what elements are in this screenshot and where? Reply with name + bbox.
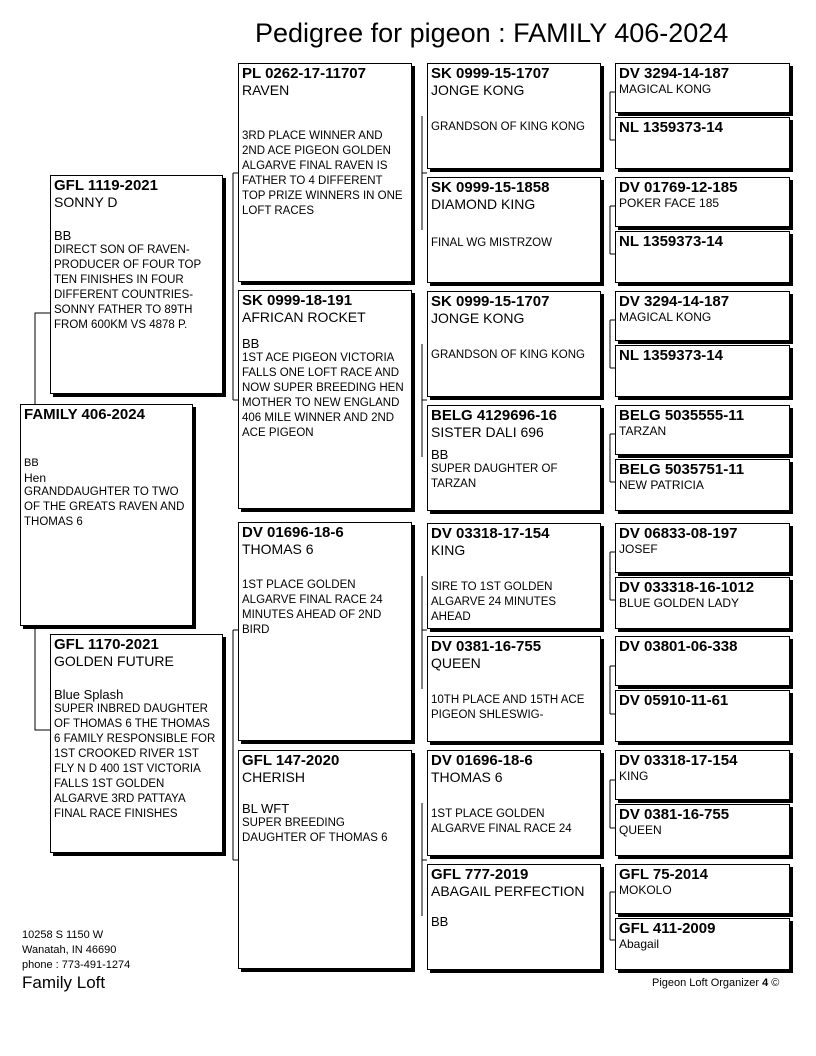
pigeon-name: MAGICAL KONG	[619, 82, 712, 96]
pigeon-sex: Hen	[24, 471, 47, 485]
gggparent-card-5[interactable]	[615, 291, 790, 341]
pigeon-ring-number: DV 03318-17-154	[619, 752, 738, 769]
pigeon-notes: 10TH PLACE AND 15TH ACE PIGEON SHLESWIG-	[431, 694, 585, 721]
pigeon-notes: SUPER INBRED DAUGHTER OF THOMAS 6 THE THOMAS 6 FAMILY RESPONSIBLE FOR 1ST CROOKED RIVER 1ST FLY N D 400 1ST VICTORIA FALLS 1ST GOLDEN ALGARVE 3RD PATTAYA FINAL RACE FINISHES	[54, 703, 216, 820]
pigeon-ring-number: DV 033318-16-1012	[619, 579, 755, 596]
pigeon-color: BB	[431, 914, 449, 929]
gggparent-card-3[interactable]	[615, 177, 790, 227]
pigeon-ring-number: GFL 1170-2021	[54, 636, 159, 653]
pigeon-notes: 1ST PLACE GOLDEN ALGARVE FINAL RACE 24	[431, 808, 572, 835]
pigeon-ring-number: GFL 777-2019	[431, 866, 529, 883]
granddam-maternal-card[interactable]	[238, 750, 412, 969]
pigeon-name: ABAGAIL PERFECTION	[431, 883, 585, 899]
pigeon-ring-number: NL 1359373-14	[619, 119, 723, 136]
gggparent-card-15[interactable]	[615, 864, 790, 914]
pigeon-name: SISTER DALI 696	[431, 424, 544, 440]
pigeon-ring-number: SK 0999-15-1707	[431, 293, 550, 310]
ggparent-card-8[interactable]	[427, 864, 601, 970]
pigeon-notes: SUPER BREEDING DAUGHTER OF THOMAS 6	[242, 817, 388, 844]
pigeon-ring-number: GFL 411-2009	[619, 920, 716, 937]
pigeon-name: BLUE GOLDEN LADY	[619, 596, 740, 610]
pigeon-name: TARZAN	[619, 424, 667, 438]
gggparent-card-10[interactable]	[615, 577, 790, 629]
pigeon-name: MOKOLO	[619, 883, 672, 897]
gggparent-card-7[interactable]	[615, 405, 790, 455]
pigeon-ring-number: GFL 75-2014	[619, 866, 708, 883]
gggparent-card-13[interactable]	[615, 750, 790, 800]
pigeon-name: RAVEN	[242, 82, 290, 98]
gggparent-card-9[interactable]	[615, 523, 790, 573]
pigeon-notes: SUPER DAUGHTER OF TARZAN	[431, 463, 558, 490]
address-line-2: Wanatah, IN 46690	[22, 944, 117, 956]
pigeon-name: QUEEN	[431, 655, 481, 671]
pigeon-name: KING	[619, 769, 649, 783]
pigeon-ring-number: BELG 5035555-11	[619, 407, 745, 424]
gggparent-card-12[interactable]	[615, 690, 790, 742]
loft-name: Family Loft	[22, 973, 106, 992]
address-line-1: 10258 S 1150 W	[22, 929, 104, 941]
ggparent-card-1[interactable]	[427, 63, 601, 169]
dam-card[interactable]	[50, 634, 223, 853]
gggparent-card-8[interactable]	[615, 459, 790, 511]
ggparent-card-7[interactable]	[427, 750, 601, 856]
pigeon-name: NEW PATRICIA	[619, 478, 704, 492]
gggparent-card-4[interactable]	[615, 231, 790, 283]
pigeon-ring-number: DV 3294-14-187	[619, 293, 730, 310]
pigeon-ring-number: DV 0381-16-755	[619, 806, 730, 823]
ggparent-card-2[interactable]	[427, 177, 601, 283]
pigeon-notes: GRANDSON OF KING KONG	[431, 121, 585, 133]
gggparent-card-1[interactable]	[615, 63, 790, 113]
granddam-paternal-card[interactable]	[238, 290, 412, 509]
pigeon-ring-number: DV 3294-14-187	[619, 65, 730, 82]
pigeon-name: Abagail	[619, 937, 660, 951]
pigeon-ring-number: GFL 1119-2021	[54, 177, 158, 194]
grandsire-paternal-card[interactable]	[238, 63, 412, 282]
pigeon-notes: SIRE TO 1ST GOLDEN ALGARVE 24 MINUTES AHEAD	[431, 581, 557, 623]
ggparent-card-3[interactable]	[427, 291, 601, 397]
pigeon-ring-number: BELG 5035751-11	[619, 461, 745, 478]
pigeon-notes: DIRECT SON OF RAVEN- PRODUCER OF FOUR TOP TEN FINISHES IN FOUR DIFFERENT COUNTRIES- SONNY FATHER TO 89TH FROM 600KM VS 4878 P.	[54, 244, 201, 331]
pigeon-ring-number: NL 1359373-14	[619, 233, 723, 250]
pigeon-name: JONGE KONG	[431, 310, 525, 326]
pigeon-name: KING	[431, 542, 466, 558]
pigeon-notes: GRANDDAUGHTER TO TWO OF THE GREATS RAVEN AND THOMAS 6	[24, 486, 185, 528]
pigeon-name: SONNY D	[54, 194, 118, 210]
pigeon-color: BB	[242, 336, 260, 351]
gggparent-card-16[interactable]	[615, 918, 790, 970]
pigeon-ring-number: PL 0262-17-11707	[242, 65, 366, 82]
gggparent-card-14[interactable]	[615, 804, 790, 856]
gggparent-card-6[interactable]	[615, 345, 790, 397]
pigeon-color: BB	[431, 447, 449, 462]
copyright-symbol: ©	[771, 977, 780, 989]
pigeon-notes: 1ST PLACE GOLDEN ALGARVE FINAL RACE 24 MINUTES AHEAD OF 2ND BIRD	[242, 579, 383, 636]
pigeon-ring-number: DV 03801-06-338	[619, 638, 738, 655]
gggparent-card-11[interactable]	[615, 636, 790, 686]
page-title: Pedigree for pigeon : FAMILY 406-2024	[255, 18, 729, 48]
pigeon-ring-number: DV 05910-11-61	[619, 692, 729, 709]
loft-address	[22, 928, 130, 973]
pigeon-name: CHERISH	[242, 769, 306, 785]
subject-pigeon-card[interactable]	[20, 404, 193, 626]
gggparent-card-2[interactable]	[615, 117, 790, 169]
pigeon-ring-number: DV 03318-17-154	[431, 525, 550, 542]
pigeon-name: GOLDEN FUTURE	[54, 653, 174, 669]
pigeon-ring-number: GFL 147-2020	[242, 752, 340, 769]
pigeon-notes: 3RD PLACE WINNER AND 2ND ACE PIGEON GOLDEN ALGARVE FINAL RAVEN IS FATHER TO 4 DIFFERENT TOP PRIZE WINNERS IN ONE LOFT RACES	[242, 130, 403, 217]
pigeon-name: POKER FACE 185	[619, 196, 720, 210]
sire-card[interactable]	[50, 175, 223, 394]
pigeon-notes: FINAL WG MISTRZOW	[431, 237, 552, 249]
pigeon-notes: GRANDSON OF KING KONG	[431, 349, 585, 361]
phone-number: phone : 773-491-1274	[22, 959, 131, 971]
grandsire-maternal-card[interactable]	[238, 522, 412, 741]
pigeon-name: MAGICAL KONG	[619, 310, 712, 324]
pigeon-color: BB	[24, 457, 39, 469]
pigeon-ring-number: DV 01769-12-185	[619, 179, 738, 196]
pigeon-ring-number: DV 01696-18-6	[431, 752, 533, 769]
pigeon-ring-number: DV 0381-16-755	[431, 638, 542, 655]
program-credit	[652, 977, 779, 989]
pigeon-color: BB	[54, 228, 72, 243]
program-name: Pigeon Loft Organizer	[652, 977, 760, 989]
pigeon-ring-number: DV 01696-18-6	[242, 524, 344, 541]
pigeon-name: THOMAS 6	[242, 541, 314, 557]
pigeon-name: QUEEN	[619, 823, 662, 837]
pigeon-name: JONGE KONG	[431, 82, 525, 98]
pigeon-name: JOSEF	[619, 542, 658, 556]
pigeon-name: AFRICAN ROCKET	[242, 309, 366, 325]
pigeon-ring-number: SK 0999-15-1707	[431, 65, 550, 82]
pigeon-ring-number: NL 1359373-14	[619, 347, 723, 364]
pigeon-color: Blue Splash	[54, 687, 124, 702]
pigeon-ring-number: SK 0999-18-191	[242, 292, 353, 309]
pigeon-notes: 1ST ACE PIGEON VICTORIA FALLS ONE LOFT RACE AND NOW SUPER BREEDING HEN MOTHER TO NEW ENGLAND 406 MILE WINNER AND 2ND ACE PIGEON	[242, 352, 404, 439]
ggparent-card-4[interactable]	[427, 405, 601, 511]
pigeon-ring-number: BELG 4129696-16	[431, 407, 557, 424]
pigeon-ring-number: SK 0999-15-1858	[431, 179, 550, 196]
pigeon-ring-number: FAMILY 406-2024	[24, 406, 145, 423]
program-version: 4	[762, 977, 769, 989]
ggparent-card-6[interactable]	[427, 636, 601, 742]
pigeon-name: DIAMOND KING	[431, 196, 536, 212]
ggparent-card-5[interactable]	[427, 523, 601, 629]
pigeon-ring-number: DV 06833-08-197	[619, 525, 738, 542]
pigeon-name: THOMAS 6	[431, 769, 503, 785]
pigeon-color: BL WFT	[242, 801, 290, 816]
